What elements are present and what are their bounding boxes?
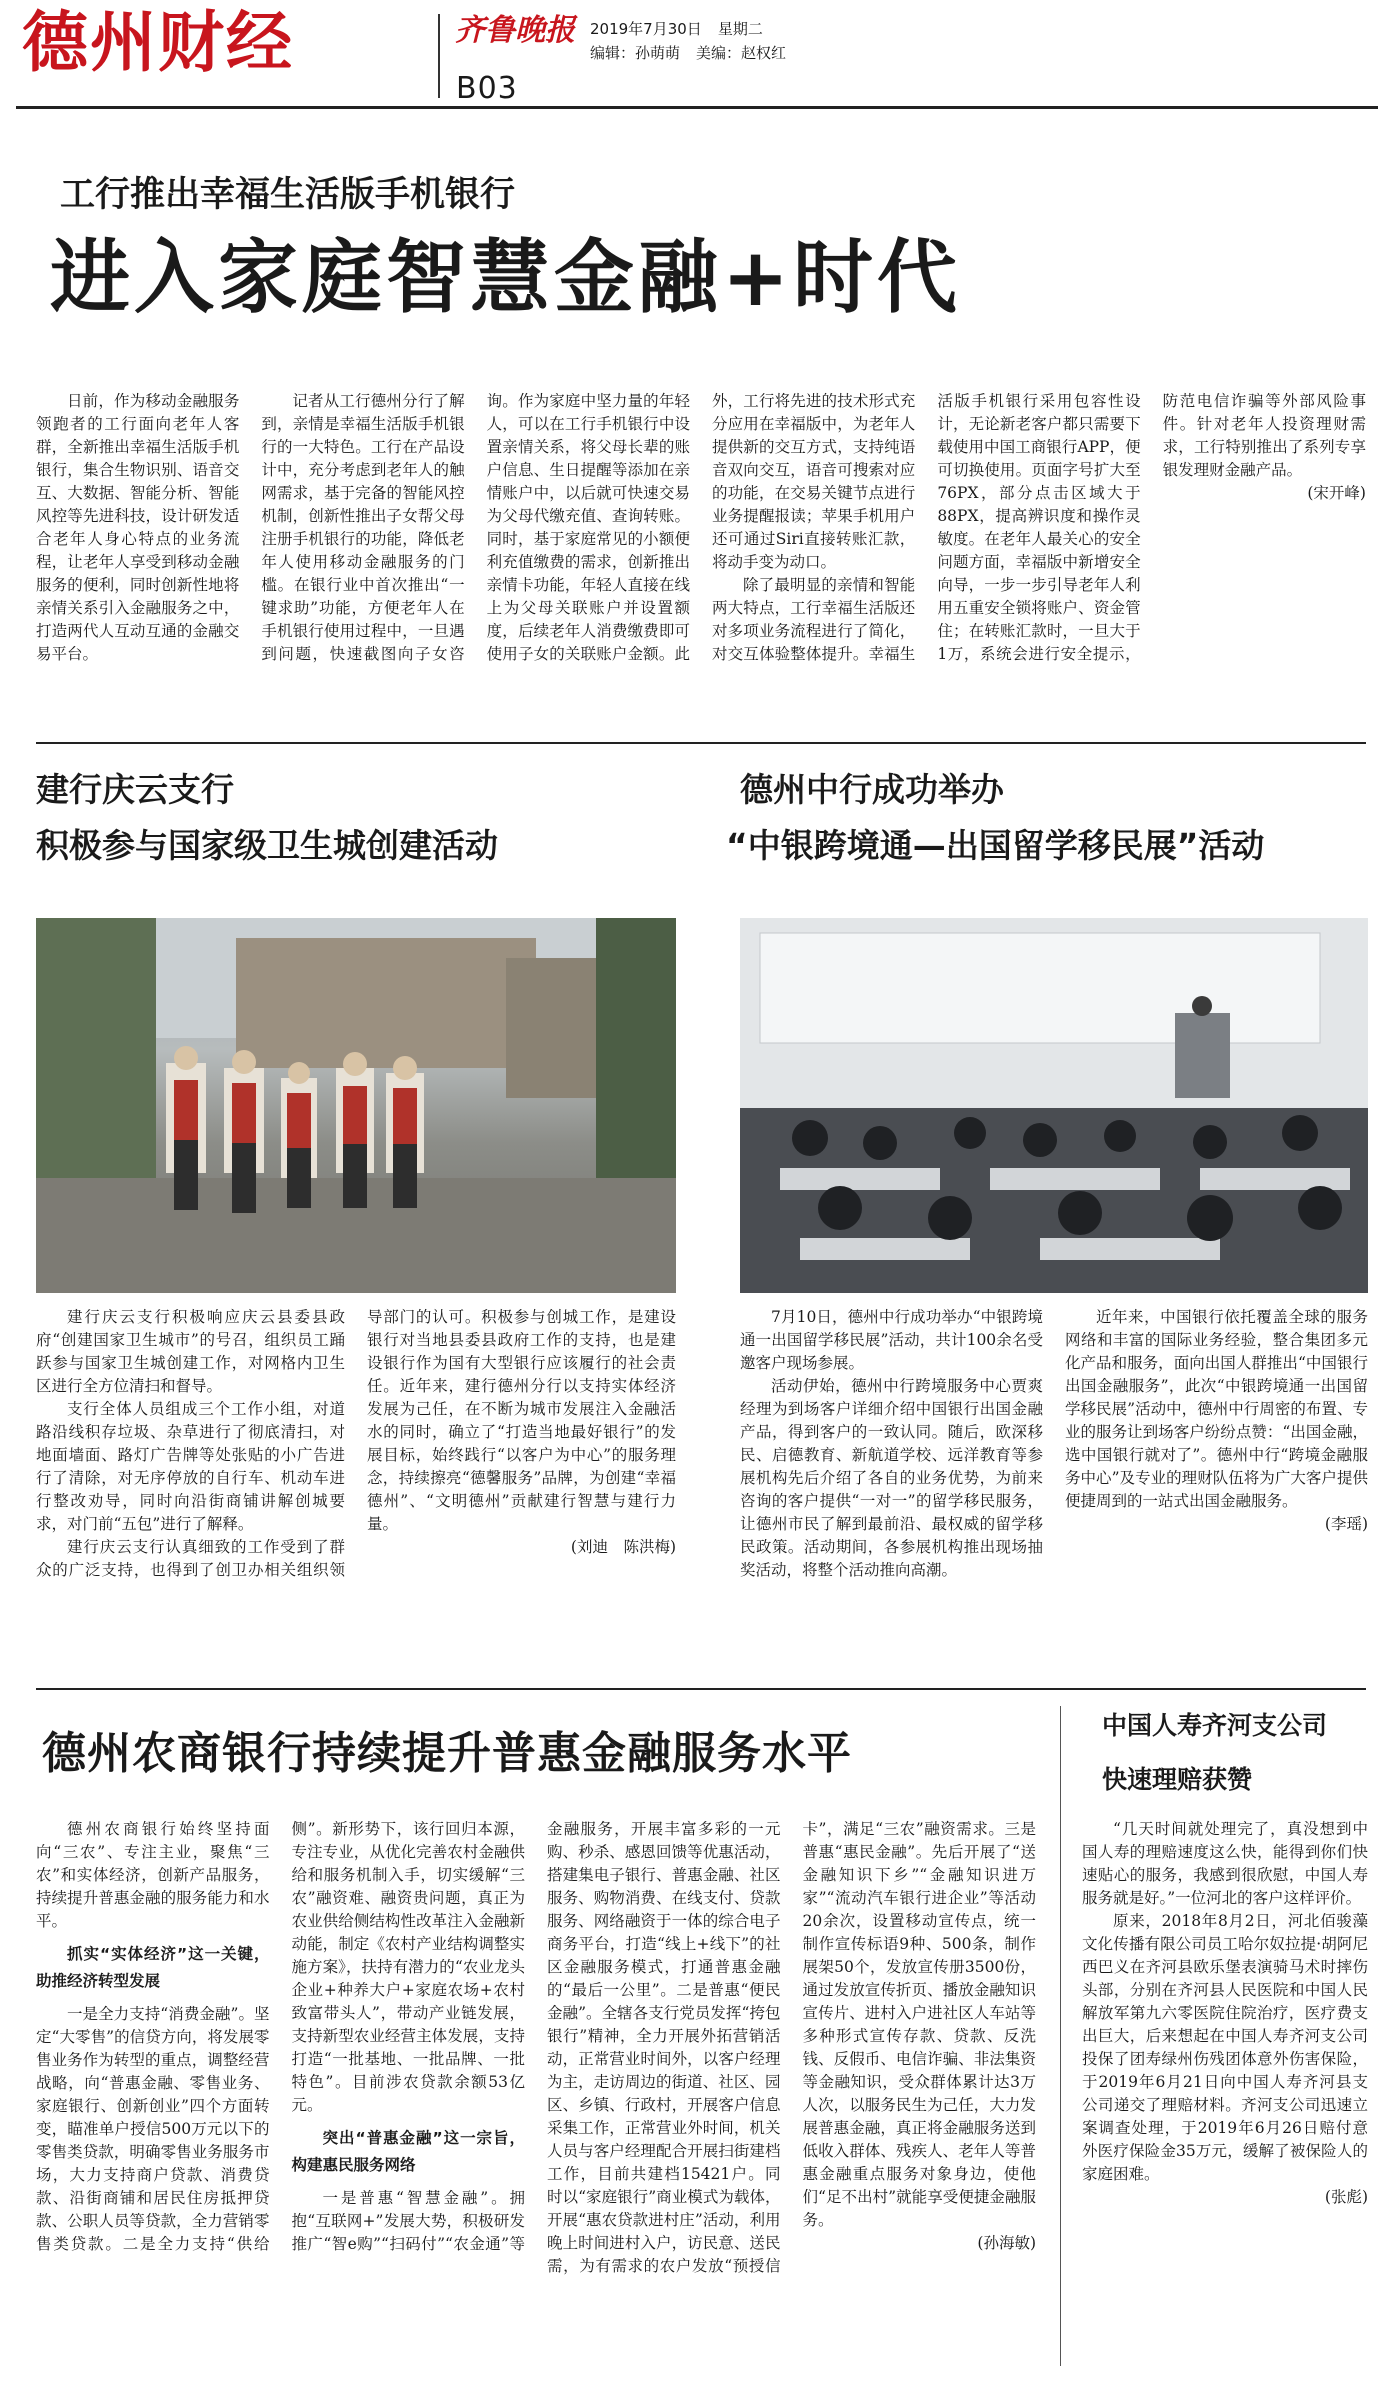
article4-body xyxy=(36,1818,1036,2358)
article3-byline: (李瑶) xyxy=(1324,1515,1368,1533)
article1-paragraph: 日前，作为移动金融服务领跑者的工行面向老年人客群，全新推出幸福生活版手机银行，集合生物识别、语音交互、大数据、智能分析、智能风控等先进科技，设计研发适合老年人身心特点的业务流程，让老年人享受到移动金融服务的便利，同时创新性地将亲情关系引入金融服务之中，打造两代人互动互通的金融交易平台。 xyxy=(36,392,240,663)
article4-title: 德州农商银行持续提升普惠金融服务水平 xyxy=(42,1728,852,1779)
article3-body xyxy=(740,1306,1368,1674)
article3-paragraph: 活动伊始，德州中行跨境服务中心贾爽经理为到场客户详细介绍中国银行出国金融产品，得到客户的一致认同。随后，欧深移民、启德教育、新航道学校、远洋教育等参展机构先后介绍了各自的业务优势，为前来咨询的客户提供“一对一”的留学移民服务，让德州市民了解到最前沿、最权威的留学移民政策。活动期间，各参展机构推出现场抽奖活动，将整个活动推向高潮。 xyxy=(740,1377,1043,1579)
section-rule xyxy=(36,1688,1366,1690)
issue-date-line xyxy=(590,22,779,37)
article4-intro: 德州农商银行始终坚持面向“三农”、专注主业，聚焦“三农”和实体经济，创新产品服务，持续提升普惠金融的服务能力和水平。 xyxy=(36,1820,270,1930)
article5-paragraph: “几天时间就处理完了，真没想到中国人寿的理赔速度这么快，能得到你们快速贴心的服务，我感到很欣慰，中国人寿服务就是好。”一位河北的客户这样评价。 xyxy=(1082,1820,1368,1907)
article1-paragraph: 记者从工行德州分行了解到，亲情是幸福生活版手机银行的一大特色。工行在产品设计中，充分考虑到老年人的触网需求，基于完备的智能风控机制，创新性推出子女帮父母注册手机银行的功能，降低老年人使用移动金融服务的门槛。在银行业中首次推出“一键求助”功能，方便老年人在手机银行使用过程中，一旦遇到问题，快速截图向子女咨询。作为家庭中坚力量的年轻人，可以在工行手机银行中设置亲情关系，将父母长辈的账户信息、生日提醒等添加在亲情账户中，以后就可快速交易为父母代缴充值、查询转账。同时，基于家庭常见的小额便利充值缴费的需求，创新推出亲情卡功能，年轻人直接在线上为父母关联账户并设置额度，后续老年人消费缴费即可使用子女的关联账户金额。此外，工行将先进的技术形式充分应用在幸福版中，为老年人提供新的交互方式，支持纯语音双向交互，语音可搜索对应的功能，在交易关键节点进行业务提醒报读；苹果手机用户还可通过Siri直接转账汇款，将动手变为动口。 xyxy=(261,392,916,663)
article2-paragraph: 建行庆云支行认真细致的工作受到了群众的广泛支持，也得到了创卫办相关组织领导部门的认可。积极参与创城工作，是建设银行对当地县委县政府工作的支持，也是建设银行作为国有大型银行应该履行的社会责任。近年来，建行德州分行以支持实体经济发展为己任，在不断为城市发展注入金融活水的同时，确立了“打造当地最好银行”的发展目标，始终践行“以客户为中心”的服务理念，持续擦亮“德馨服务”品牌，为创建“幸福德州”、“文明德州”贡献建行智慧与建行力量。 xyxy=(36,1308,676,1579)
designer-credit: 美编：赵权红 xyxy=(696,44,787,62)
article2-title-line1: 建行庆云支行 xyxy=(36,770,234,809)
section-rule xyxy=(36,742,1366,744)
editor-credit: 编辑：孙萌萌 xyxy=(590,44,681,62)
article5-byline: (张彪) xyxy=(1324,2188,1368,2206)
article1-title: 进入家庭智慧金融+时代 xyxy=(50,231,962,324)
article3-title-line1: 德州中行成功举办 xyxy=(740,770,1004,809)
column-divider xyxy=(1060,1706,1061,2366)
article4-paragraph: 一是普惠“智慧金融”。拥抱“互联网+”发展大势，积极研发推广“智e购”“扫码付”“农金通”等金融服务，开展丰富多彩的一元购、秒杀、感恩回馈等优惠活动，搭建集电子银行、普惠金融、社区服务、购物消费、在线支付、贷款服务、网络融资于一体的综合电子商务平台，打造“线上+线下”的社区金融服务模式，打通普惠金融的“最后一公里”。二是普惠“便民金融”。全辖各支行党员发挥“挎包银行”精神，全力开展外拓营销活动，正常营业时间外，以客户经理为主，走访周边的街道、社区、园区、乡镇、行政村，开展客户信息采集工作，正常营业外时间，机关人员与客户经理配合开展扫街建档工作，目前共建档15421户。同时以“家庭银行”商业模式为载体，开展“惠农贷款进村庄”活动，利用晚上时间进村入户，访民意、送民需，为有需求的农户发放“预授信卡”，满足“三农”融资需求。三是普惠“惠民金融”。先后开展了“送金融知识下乡”“金融知识进万家”“流动汽车银行进企业”等活动20余次，设置移动宣传点，统一制作宣传标语9种、500条，制作展架50个，发放宣传册3500份，通过发放宣传折页、播放金融知识宣传片、进村入户进社区人车站等多种形式宣传存款、贷款、反洗钱、反假币、电信诈骗、非法集资等金融知识，受众群体累计达3万人次，以服务民生为己任，大力发展普惠金融，真正将金融服务送到低收入群体、残疾人、老年人等普惠金融重点服务对象身边，使他们“足不出村”就能享受便捷金融服务。 xyxy=(291,1820,1036,2275)
article1-subtitle: 工行推出幸福生活版手机银行 xyxy=(60,175,516,215)
issue-date: 2019年7月30日 xyxy=(590,20,702,38)
article5-title-line2: 快速理赔获赞 xyxy=(1102,1765,1253,1794)
cleanup-photo-image xyxy=(36,918,676,1293)
article3-paragraph: 近年来，中国银行依托覆盖全球的服务网络和丰富的国际业务经验，整合集团多元化产品和服务，面向出国人群推出“中国银行出国金融服务”，此次“中银跨境通一出国留学移民展”活动中，德州中行周密的布置、专业的服务让到场客户纷纷点赞：“出国金融，选中国银行就对了”。德州中行“跨境金融服务中心”及专业的理财队伍将为广大客户提供便捷周到的一站式出国金融服务。 xyxy=(1065,1308,1368,1510)
article2-paragraph: 支行全体人员组成三个工作小组，对道路沿线积存垃圾、杂草进行了彻底清扫，对地面墙面、路灯广告牌等处张贴的小广告进行了清除，对无序停放的自行车、机动车进行整改劝导，同时向沿街商铺讲解创城要求，对门前“五包”进行了解释。 xyxy=(36,1400,345,1533)
article4-byline: (孙海敏) xyxy=(977,2234,1036,2252)
article5-body xyxy=(1082,1818,1368,2358)
article2-title-line2: 积极参与国家级卫生城创建活动 xyxy=(36,826,498,865)
article2-byline: (刘迪 陈洪梅) xyxy=(570,1538,676,1556)
article1-body xyxy=(36,390,1366,720)
article4-paragraph: 一是全力支持“消费金融”。坚定“大零售”的信贷方向，将发展零售业务作为转型的重点，调整经营战略，向“普惠金融、零售业务、家庭银行、创新创业”四个方面转变，瞄准单户授信500万元以下的零售类贷款，明确零售业务服务市场，大力支持商户贷款、消费贷款、沿街商铺和居民住房抵押贷款、公职人员等贷款，全力营销零售类贷款。二是全力支持“供给侧”。新形势下，该行回归本源，专注专业，从优化完善农村金融供给和服务机制入手，切实缓解“三农”融资难、融资贵问题，真正为农业供给侧结构性改革注入金融新动能，制定《农村产业结构调整实施方案》，扶持有潜力的“农业龙头企业+种养大户+家庭农场+农村致富带头人”，带动产业链发展，支持新型农业经营主体发展，支持打造“一批基地、一批品牌、一批特色”。目前涉农贷款余额53亿元。 xyxy=(36,1820,525,2253)
exhibition-photo xyxy=(740,918,1368,1293)
article2-paragraph: 建行庆云支行积极响应庆云县委县政府“创建国家卫生城市”的号召，组织员工踊跃参与国家卫生城创建工作，对网格内卫生区进行全方位清扫和督导。 xyxy=(36,1308,345,1395)
exhibition-photo-image xyxy=(740,918,1368,1293)
article4-subheading: 突出“普惠金融”这一宗旨，构建惠民服务网络 xyxy=(291,2129,525,2174)
page-number: B03 xyxy=(456,71,518,106)
cleanup-photo xyxy=(36,918,676,1293)
section-title: 德州财经 xyxy=(22,4,294,81)
article5-title-line1: 中国人寿齐河支公司 xyxy=(1102,1711,1328,1740)
article3-title-line2: “中银跨境通—出国留学移民展”活动 xyxy=(726,826,1265,865)
issue-weekday: 星期二 xyxy=(717,20,763,38)
credits-line xyxy=(590,46,802,61)
article3-paragraph: 7月10日，德州中行成功举办“中银跨境通一出国留学移民展”活动，共计100余名受邀客户现场参展。 xyxy=(740,1308,1043,1372)
article5-paragraph: 原来，2018年8月2日，河北佰骏藻文化传播有限公司员工哈尔奴拉提·胡阿尼西巴义在齐河县欧乐堡表演骑马术时摔伤头部，分别在齐河县人民医院和中国人民解放军第九六零医院住院治疗，医疗费支出巨大，后来想起在中国人寿齐河支公司投保了团寿绿州伤残团体意外伤害保险，于2019年6月21日向中国人寿齐河县支公司递交了理赔材料。齐河支公司迅速立案调查处理，于2019年6月26日赔付意外医疗保险金35万元，缓解了被保险人的家庭困难。 xyxy=(1082,1912,1368,2183)
article2-body xyxy=(36,1306,676,1674)
article1-byline: (宋开峰) xyxy=(1307,484,1366,502)
article4-subheading: 抓实“实体经济”这一关键，助推经济转型发展 xyxy=(36,1945,270,1990)
masthead-divider xyxy=(438,14,440,98)
newspaper-logo: 齐鲁晚报 xyxy=(455,13,575,48)
article1-paragraph: 除了最明显的亲情和智能两大特点，工行幸福生活版还对多项业务流程进行了简化，对交互体验整体提升。幸福生活版手机银行采用包容性设计，无论新老客户都只需要下载使用中国工商银行APP，便可切换使用。页面字号扩大至76PX，部分点击区域大于88PX，提高辨识度和操作灵敏度。在老年人最关心的安全问题方面，幸福版中新增安全向导，一步一步引导老年人利用五重安全锁将账户、资金管住；在转账汇款时，一旦大于1万，系统会进行安全提示，防范电信诈骗等外部风险事件。针对老年人投资理财需求，工行特别推出了系列专享银发理财金融产品。 xyxy=(711,392,1366,663)
masthead-rule xyxy=(16,106,1378,109)
